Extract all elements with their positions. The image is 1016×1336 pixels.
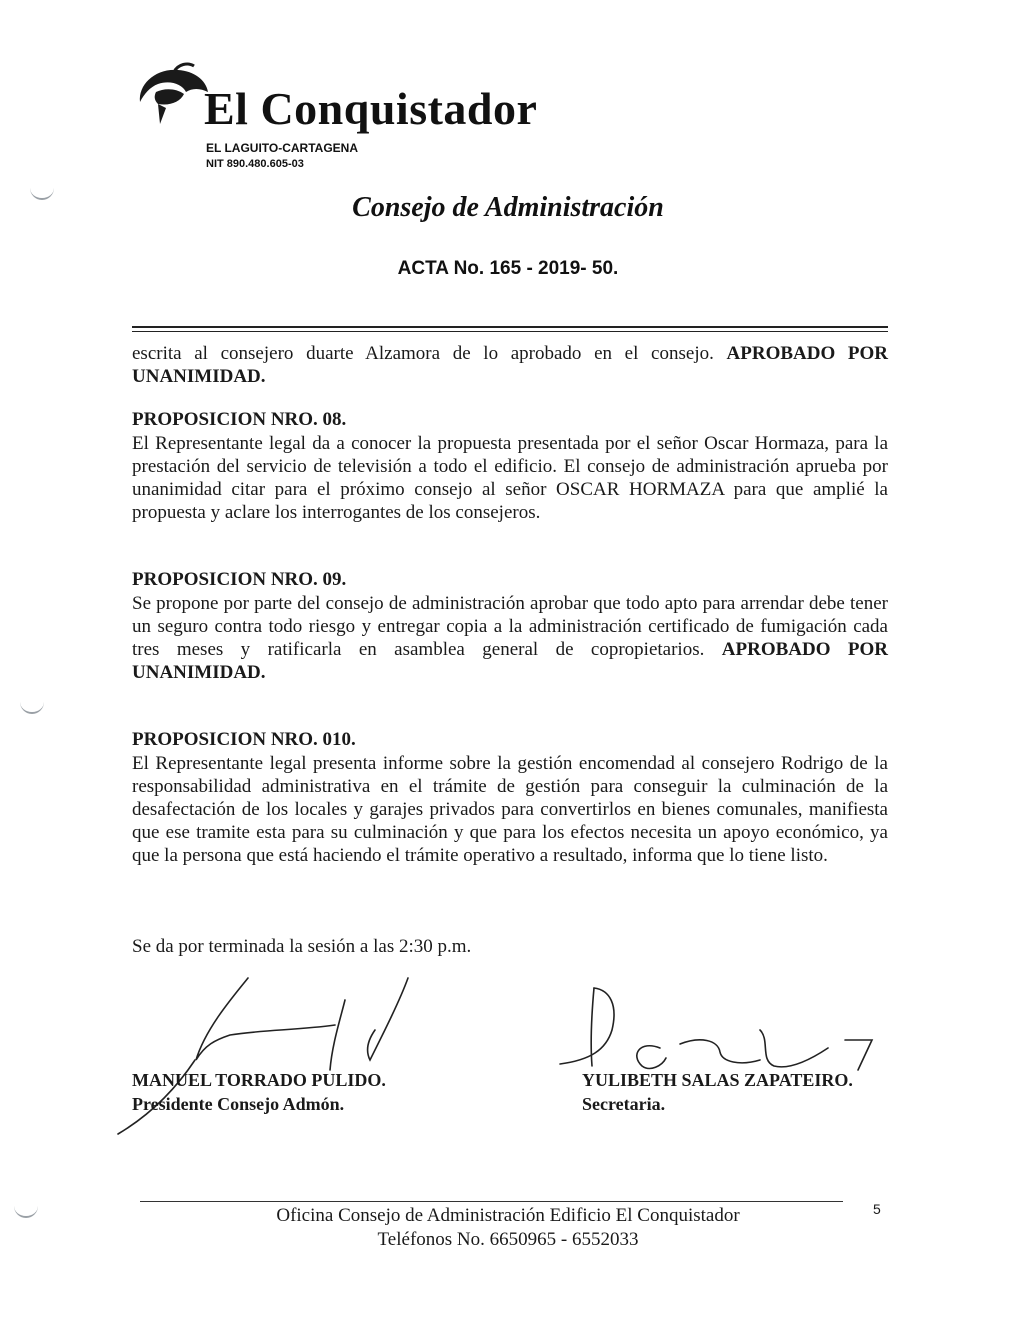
intro-text: escrita al consejero duarte Alzamora de lo aprobado en el consejo. <box>132 343 714 364</box>
footer-office: Oficina Consejo de Administración Edificio El Conquistador <box>276 1205 740 1226</box>
proposition-010-text: El Representante legal presenta informe sobre la gestión encomendad al consejero Rodrigo de la responsabilidad administrativa en el trámite de gestión para conseguir la culminación de la desafectación de los locales y garajes privados para convertirlos en bienes comunales, manifiesta que ese tramite esta para su culminación y que para los efectos necesita un apoyo económico, ya que la persona que está haciendo el trámite operativo a resultado, informa que lo tiene listo. <box>132 753 888 866</box>
proposition-09-heading: PROPOSICION NRO. 09. <box>132 569 347 590</box>
secretary-name: YULIBETH SALAS ZAPATEIRO. <box>582 1070 853 1090</box>
footer-phones: Teléfonos No. 6650965 - 6552033 <box>377 1229 639 1250</box>
footer-divider <box>140 1201 843 1202</box>
header-divider <box>132 326 888 328</box>
president-role: Presidente Consejo Admón. <box>132 1094 345 1114</box>
proposition-09-text: Se propone por parte del consejo de administración aprobar que todo apto para arrendar debe tener un seguro contra todo riesgo y entregar copia a la administración certificado de fumigación cada tres meses y ratificarla en asamblea general de copropietarios. <box>132 593 888 660</box>
secretary-signature <box>560 988 872 1070</box>
conquistador-helmet-logo-icon <box>134 62 214 132</box>
closing-statement: Se da por terminada la sesión a las 2:30 p.m. <box>132 936 472 957</box>
acta-number: ACTA No. 165 - 2019- 50. <box>397 258 619 279</box>
president-name: MANUEL TORRADO PULIDO. <box>132 1070 386 1090</box>
scan-mark-middle <box>20 702 44 714</box>
proposition-09-approval: APROBADO POR UNANIMIDAD. <box>132 639 889 683</box>
council-title: Consejo de Administración <box>352 192 664 223</box>
proposition-08-heading: PROPOSICION NRO. 08. <box>132 409 347 430</box>
secretary-role: Secretaria. <box>582 1094 666 1114</box>
intro-approval: APROBADO POR UNANIMIDAD. <box>132 343 889 387</box>
brand-location: EL LAGUITO-CARTAGENA <box>206 141 358 155</box>
intro-paragraph <box>132 342 888 388</box>
proposition-09-paragraph <box>132 592 888 684</box>
brand-nit: NIT 890.480.605-03 <box>206 158 304 170</box>
header-divider-thin <box>132 331 888 332</box>
proposition-010-heading: PROPOSICION NRO. 010. <box>132 729 356 750</box>
proposition-08-text: El Representante legal da a conocer la propuesta presentada por el señor Oscar Hormaza, para la prestación del servicio de televisión a todo el edificio. El consejo de administración aprueba por unanimidad citar para el próximo consejo al señor OSCAR HORMAZA para que amplié la propuesta y aclare los interrogantes de los consejeros. <box>132 433 888 523</box>
page-number: 5 <box>873 1201 881 1217</box>
brand-name: El Conquistador <box>204 83 538 134</box>
